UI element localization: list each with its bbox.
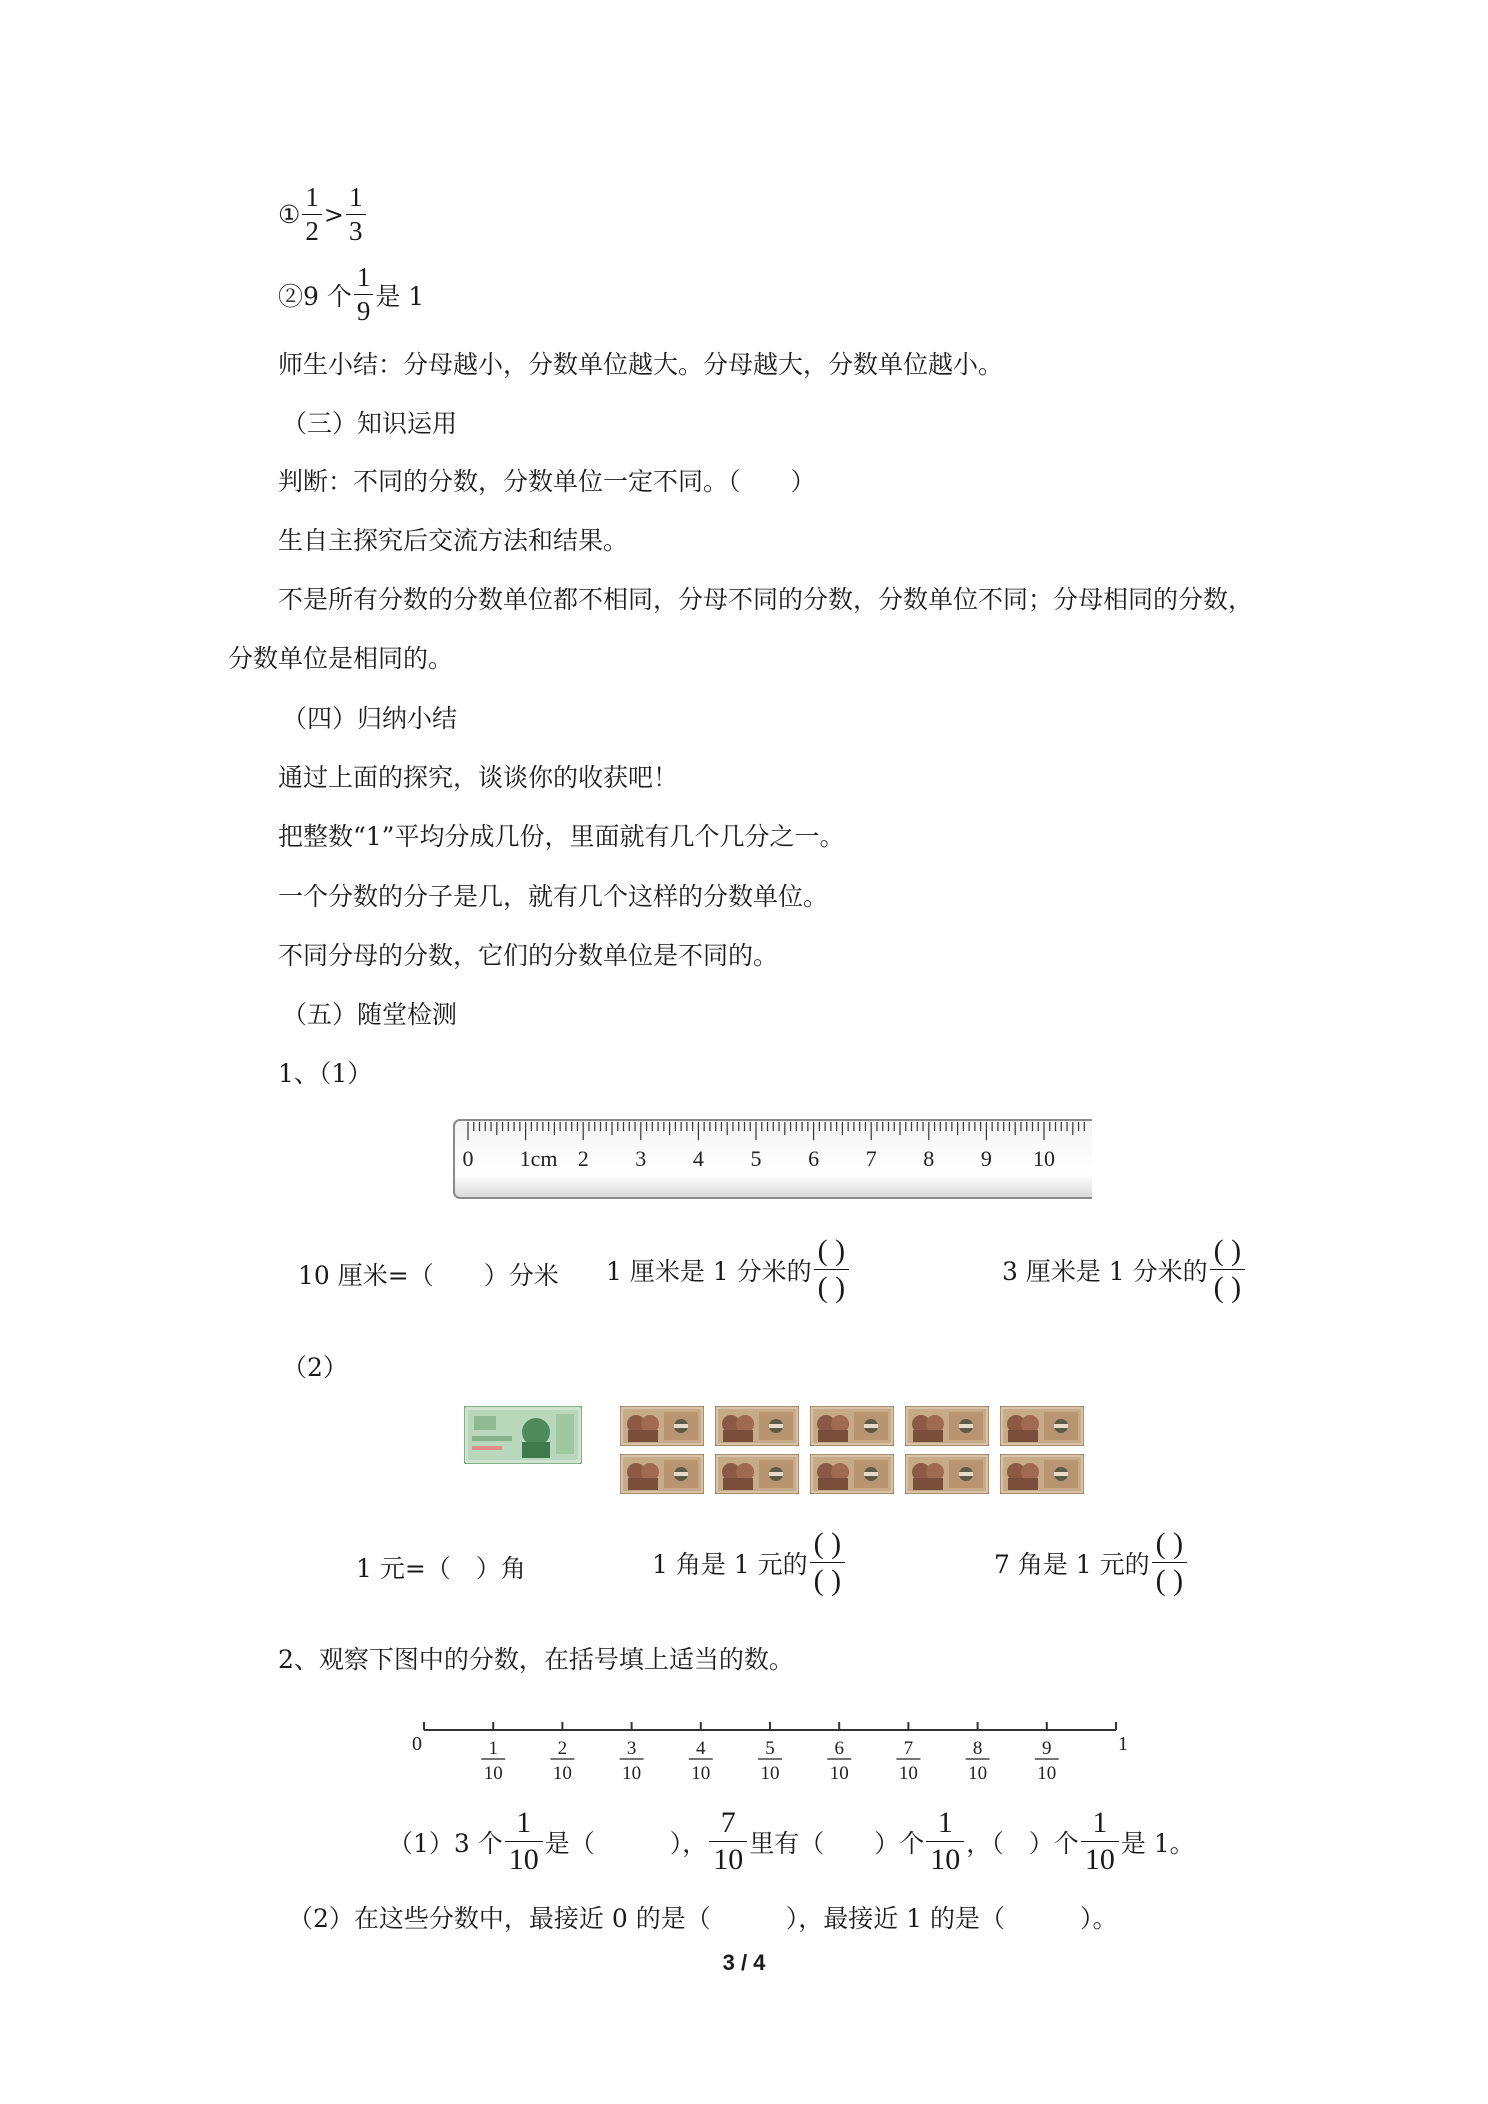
one-jiao-note-image	[810, 1406, 894, 1446]
q2-p1-d: ，（ ）个	[966, 1828, 1079, 1858]
tick-denominator: 10	[691, 1763, 711, 1784]
q1-1-c-text: 3 厘米是 1 分米的	[1002, 1256, 1208, 1286]
one-jiao-note-image	[810, 1454, 894, 1494]
ruler-label: 6	[808, 1146, 820, 1171]
ruler-label: 7	[865, 1146, 877, 1171]
ruler-label: 4	[692, 1146, 704, 1171]
tick-numerator: 9	[1042, 1738, 1052, 1759]
one-jiao-note-image	[1000, 1406, 1084, 1446]
tick-denominator: 10	[483, 1763, 503, 1784]
q1-1-cm-to-dm: 10 厘米=（ ）分米	[298, 1261, 559, 1290]
item1-mark: ①	[278, 200, 301, 229]
one-jiao-note-image	[715, 1406, 799, 1446]
blank-fraction: $\frac{( )}{( )}$	[1210, 1236, 1245, 1303]
paragraph-line-2: 分数单位是相同的。	[228, 644, 454, 673]
tick-denominator: 10	[622, 1763, 642, 1784]
tick-numerator: 8	[972, 1738, 983, 1759]
one-jiao-note-image	[905, 1406, 989, 1446]
tick-numerator: 3	[626, 1738, 637, 1759]
fraction-half: $\frac{1}{2}$	[302, 184, 322, 245]
q2-part-2: （2）在这些分数中，最接近 0 的是（ ），最接近 1 的是（ ）。	[288, 1904, 1118, 1933]
item2-tail: 是 1	[375, 281, 425, 311]
ruler-label: 9	[980, 1146, 992, 1171]
q2-p1-e: 是 1。	[1120, 1828, 1195, 1858]
one-jiao-note-image	[905, 1454, 989, 1494]
axis-start-label: 0	[412, 1733, 422, 1755]
fraction-seven-tenths: $\frac{7}{10}$	[709, 1808, 747, 1875]
blank-fraction: $\frac{( )}{( )}$	[814, 1236, 849, 1303]
fraction-one-tenth: $\frac{1}{10}$	[505, 1808, 543, 1875]
question-2-title: 2、观察下图中的分数，在括号填上适当的数。	[278, 1645, 794, 1674]
explore-text: 生自主探究后交流方法和结果。	[278, 526, 629, 555]
tick-numerator: 6	[834, 1738, 844, 1759]
fraction-one-tenth: $\frac{1}{10}$	[926, 1808, 964, 1875]
q1-2-part-c	[994, 1529, 1189, 1596]
question-1-label: 1、（1）	[278, 1059, 373, 1088]
q1-2-part-b	[652, 1529, 847, 1596]
tick-denominator: 10	[968, 1763, 988, 1784]
q1-2-label: （2）	[282, 1353, 348, 1382]
q1-1-part-b	[606, 1236, 851, 1303]
rule-3: 不同分母的分数，它们的分数单位是不同的。	[278, 941, 779, 970]
page-number: 3 / 4	[722, 1950, 766, 1975]
section-three-heading: （三）知识运用	[282, 409, 458, 438]
number-line-diagram	[408, 1716, 1128, 1796]
ruler-label: 5	[750, 1146, 762, 1171]
greater-than-sign: >	[323, 200, 345, 229]
tick-numerator: 1	[488, 1738, 498, 1759]
summary-text: 师生小结：分母越小，分数单位越大。分母越大，分数单位越小。	[278, 350, 1004, 379]
q1-2-c-text: 7 角是 1 元的	[994, 1549, 1150, 1579]
judge-question: 判断：不同的分数，分数单位一定不同。（ ）	[278, 467, 816, 496]
tick-numerator: 5	[765, 1738, 775, 1759]
q1-2-yuan-to-jiao: 1 元=（ ）角	[356, 1554, 526, 1583]
section-five-heading: （五）随堂检测	[282, 1000, 458, 1029]
rule-1: 把整数“1”平均分成几份，里面就有几个几分之一。	[278, 822, 845, 851]
q2-p1-a: （1）3 个	[388, 1828, 503, 1858]
ruler-label: 8	[923, 1146, 935, 1171]
tick-denominator: 10	[760, 1763, 780, 1784]
paragraph-line-1: 不是所有分数的分数单位都不相同，分母不同的分数，分数单位不同；分母相同的分数，	[278, 585, 1254, 614]
fraction-one-tenth: $\frac{1}{10}$	[1081, 1808, 1119, 1875]
tick-numerator: 4	[696, 1738, 706, 1759]
one-jiao-note-image	[620, 1406, 704, 1446]
tick-denominator: 10	[898, 1763, 918, 1784]
tick-denominator: 10	[552, 1763, 572, 1784]
reflect-text: 通过上面的探究，谈谈你的收获吧！	[278, 763, 679, 792]
one-jiao-note-image	[620, 1454, 704, 1494]
fraction-ninth: $\frac{1}{9}$	[354, 264, 374, 325]
axis-end-label: 1	[1118, 1733, 1128, 1755]
tick-numerator: 7	[903, 1738, 914, 1759]
q2-part-1	[388, 1808, 1195, 1875]
blank-fraction: $\frac{( )}{( )}$	[1152, 1529, 1187, 1596]
tick-numerator: 2	[557, 1738, 568, 1759]
fraction-third: $\frac{1}{3}$	[346, 184, 366, 245]
ruler-label: 3	[635, 1146, 647, 1171]
item1-line	[278, 184, 368, 245]
ruler-label: 0	[462, 1146, 474, 1171]
tick-denominator: 10	[1037, 1763, 1057, 1784]
q1-2-b-text: 1 角是 1 元的	[652, 1549, 808, 1579]
jiao-notes-grid	[620, 1406, 1100, 1498]
one-jiao-note-image	[715, 1454, 799, 1494]
ruler-label: 2	[577, 1146, 589, 1171]
blank-fraction: $\frac{( )}{( )}$	[810, 1529, 845, 1596]
rule-2: 一个分数的分子是几，就有几个这样的分数单位。	[278, 882, 829, 911]
q2-p1-c: 里有（ ）个	[749, 1828, 925, 1858]
item2-line	[278, 264, 424, 325]
one-yuan-note-image	[464, 1406, 582, 1464]
one-jiao-note-image	[1000, 1454, 1084, 1494]
q1-1-b-text: 1 厘米是 1 分米的	[606, 1256, 812, 1286]
ruler-label: 1cm	[519, 1146, 558, 1171]
section-four-heading: （四）归纳小结	[282, 704, 458, 733]
q1-1-part-c	[1002, 1236, 1247, 1303]
ruler-image	[452, 1118, 1092, 1202]
item2-lead: ②9 个	[278, 281, 352, 311]
q2-p1-b: 是（ ），	[544, 1828, 708, 1858]
tick-denominator: 10	[829, 1763, 849, 1784]
ruler-label: 10	[1033, 1146, 1055, 1171]
